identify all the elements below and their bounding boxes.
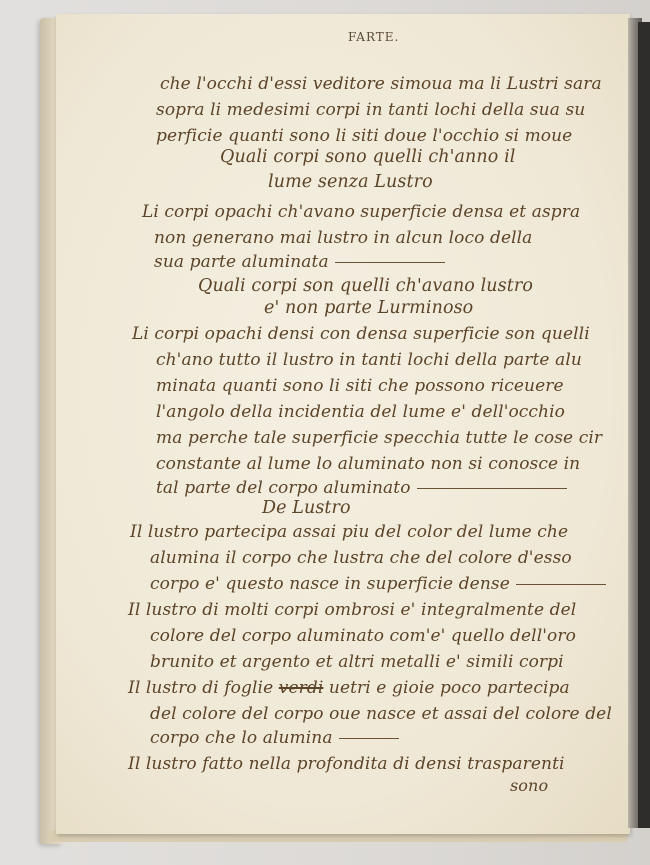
text-line: brunito et argento et altri metalli e' simili corpi bbox=[150, 652, 564, 672]
section-heading: e' non parte Lurminoso bbox=[264, 298, 474, 318]
text-line: perficie quanti sono li siti doue l'occhio si moue bbox=[156, 126, 573, 146]
section-heading: lume senza Lustro bbox=[268, 172, 433, 192]
text-line: Il lustro di foglie verdi uetri e gioie poco partecipa bbox=[128, 678, 570, 698]
text-line: corpo che lo alumina bbox=[150, 728, 399, 748]
catchword: sono bbox=[510, 776, 549, 795]
text-line: tal parte del corpo aluminato bbox=[156, 478, 567, 498]
book-cover-edge bbox=[638, 22, 650, 828]
text-line: colore del corpo aluminato com'e' quello dell'oro bbox=[150, 626, 576, 646]
text-line: Il lustro partecipa assai piu del color del lume che bbox=[130, 522, 569, 542]
text-line: sua parte aluminata bbox=[154, 252, 445, 272]
text-line: del colore del corpo oue nasce et assai del colore del bbox=[150, 704, 612, 724]
text-line: alumina il corpo che lustra che del colore d'esso bbox=[150, 548, 572, 568]
text-line: minata quanti sono li siti che possono riceuere bbox=[156, 376, 564, 396]
section-heading: Quali corpi sono quelli ch'anno il bbox=[220, 147, 516, 167]
text-line: ch'ano tutto il lustro in tanti lochi della parte alu bbox=[156, 350, 582, 370]
text-line: ma perche tale superficie specchia tutte le cose cir bbox=[156, 428, 603, 448]
text-line: l'angolo della incidentia del lume e' dell'occhio bbox=[156, 402, 565, 422]
section-heading: De Lustro bbox=[262, 498, 351, 518]
text-line: non generano mai lustro in alcun loco della bbox=[154, 228, 533, 248]
section-heading: Quali corpi son quelli ch'avano lustro bbox=[198, 276, 533, 296]
text-line: corpo e' questo nasce in superficie dense bbox=[150, 574, 606, 594]
page-header: FARTE. bbox=[348, 30, 400, 44]
text-line: sopra li medesimi corpi in tanti lochi della sua su bbox=[156, 100, 586, 120]
text-line: Il lustro di molti corpi ombrosi e' integralmente del bbox=[128, 600, 577, 620]
text-line: che l'occhi d'essi veditore simoua ma li Lustri sara bbox=[160, 74, 602, 94]
text-line: Il lustro fatto nella profondita di densi trasparenti bbox=[128, 754, 565, 774]
struck-word: verdi bbox=[278, 678, 324, 698]
text-line: constante al lume lo aluminato non si conosce in bbox=[156, 454, 581, 474]
text-line: Li corpi opachi ch'avano superficie densa et aspra bbox=[142, 202, 581, 222]
text-line: Li corpi opachi densi con densa superficie son quelli bbox=[132, 324, 590, 344]
